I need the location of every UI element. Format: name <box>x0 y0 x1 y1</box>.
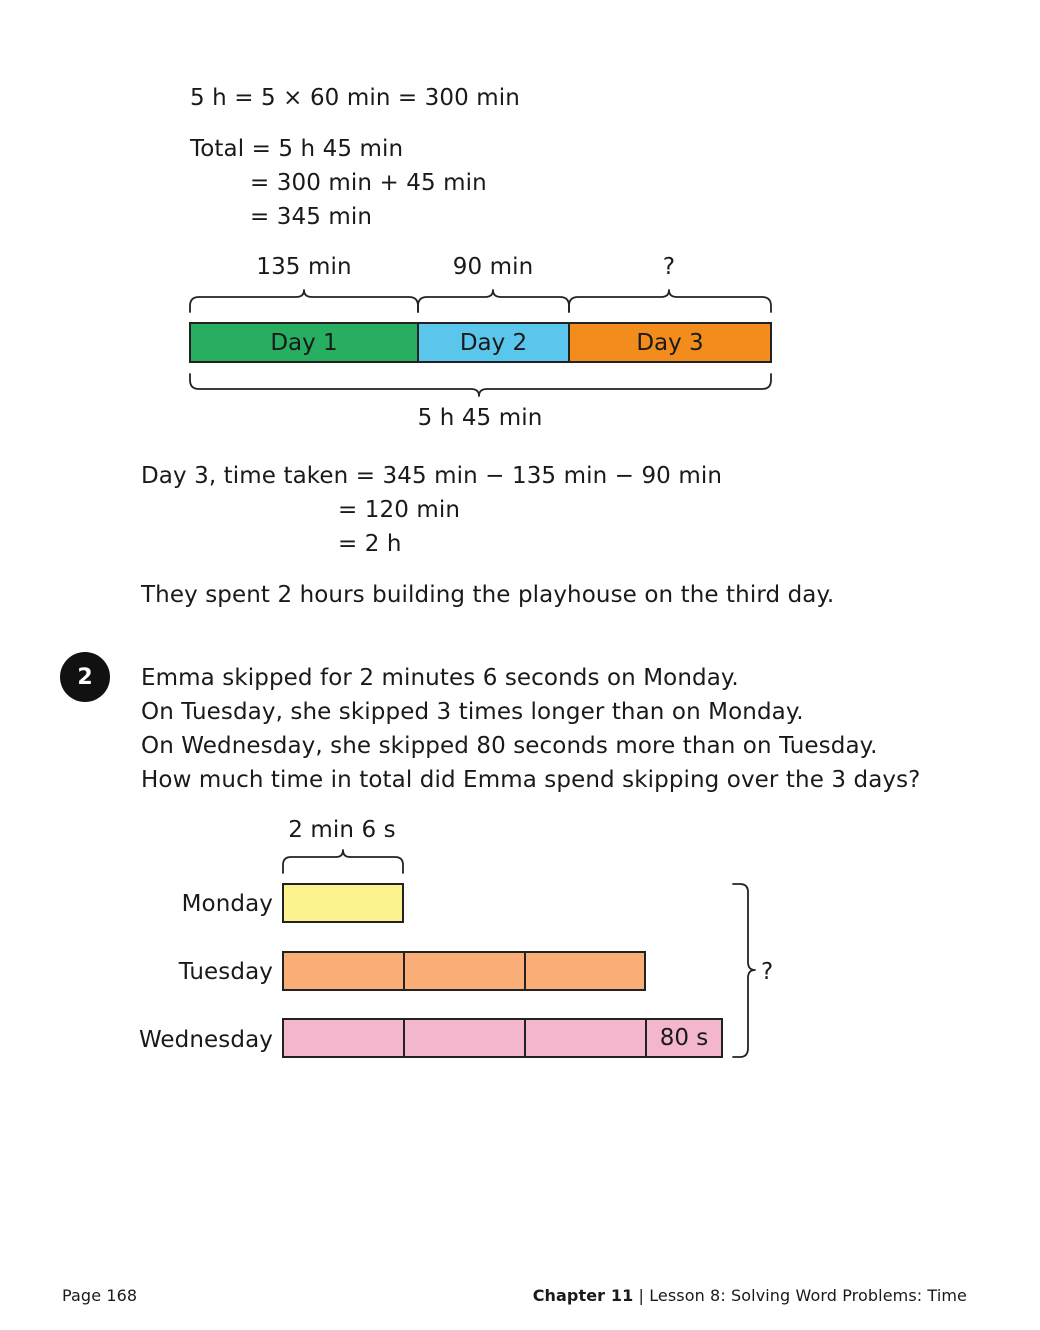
bar2-unit-label: 2 min 6 s <box>288 817 396 843</box>
question-2-line-3: On Wednesday, she skipped 80 seconds more than on Tuesday. <box>141 733 878 759</box>
question-2-line-1: Emma skipped for 2 minutes 6 seconds on Monday. <box>141 665 739 691</box>
brace-day3 <box>569 290 771 312</box>
bar1-label-day3: ? <box>662 254 676 280</box>
footer-chapter-info <box>533 1286 967 1306</box>
day3-calc-line-2: = 120 min <box>338 497 461 523</box>
day3-calc-line-1: Day 3, time taken = 345 min − 135 min − 90 min <box>141 463 722 489</box>
question-number-badge: 2 <box>60 652 110 702</box>
footer-lesson: Lesson 8: Solving Word Problems: Time <box>649 1286 967 1305</box>
wednesday-extra-label: 80 s <box>659 1025 709 1051</box>
bar1-label-day2: 90 min <box>452 254 534 280</box>
total-equation-line-3: = 345 min <box>250 204 373 230</box>
row-label-monday: Monday <box>181 891 273 917</box>
row-label-wednesday: Wednesday <box>138 1027 273 1053</box>
brace-total <box>190 374 771 396</box>
bar1-segment-day3-label: Day 3 <box>636 329 704 356</box>
day3-calc-line-3: = 2 h <box>338 531 402 557</box>
question-2-line-4: How much time in total did Emma spend skipping over the 3 days? <box>141 767 921 793</box>
brace-day2 <box>418 290 569 312</box>
bar1-segment-day2-label: Day 2 <box>459 329 528 356</box>
answer-sentence: They spent 2 hours building the playhouse on the third day. <box>141 582 835 608</box>
bar2-total-label: ? <box>761 959 774 985</box>
row-label-tuesday: Tuesday <box>178 959 273 985</box>
footer-chapter: Chapter 11 <box>532 1286 634 1305</box>
brace-right-total <box>733 884 755 1057</box>
brace-day1 <box>190 290 418 312</box>
footer-separator: | <box>638 1286 644 1305</box>
bar1-total-label: 5 h 45 min <box>417 405 543 431</box>
total-equation-line-1: Total = 5 h 45 min <box>190 136 404 162</box>
footer-page-number: Page 168 <box>62 1286 138 1305</box>
equation-hours-to-minutes: 5 h = 5 × 60 min = 300 min <box>190 85 520 111</box>
bar1-segment-day1-label: Day 1 <box>270 329 338 356</box>
bar1-label-day1: 135 min <box>256 254 352 280</box>
brace-monday-unit <box>283 850 403 873</box>
question-2-line-2: On Tuesday, she skipped 3 times longer than on Monday. <box>141 699 804 725</box>
total-equation-line-2: = 300 min + 45 min <box>250 170 487 196</box>
